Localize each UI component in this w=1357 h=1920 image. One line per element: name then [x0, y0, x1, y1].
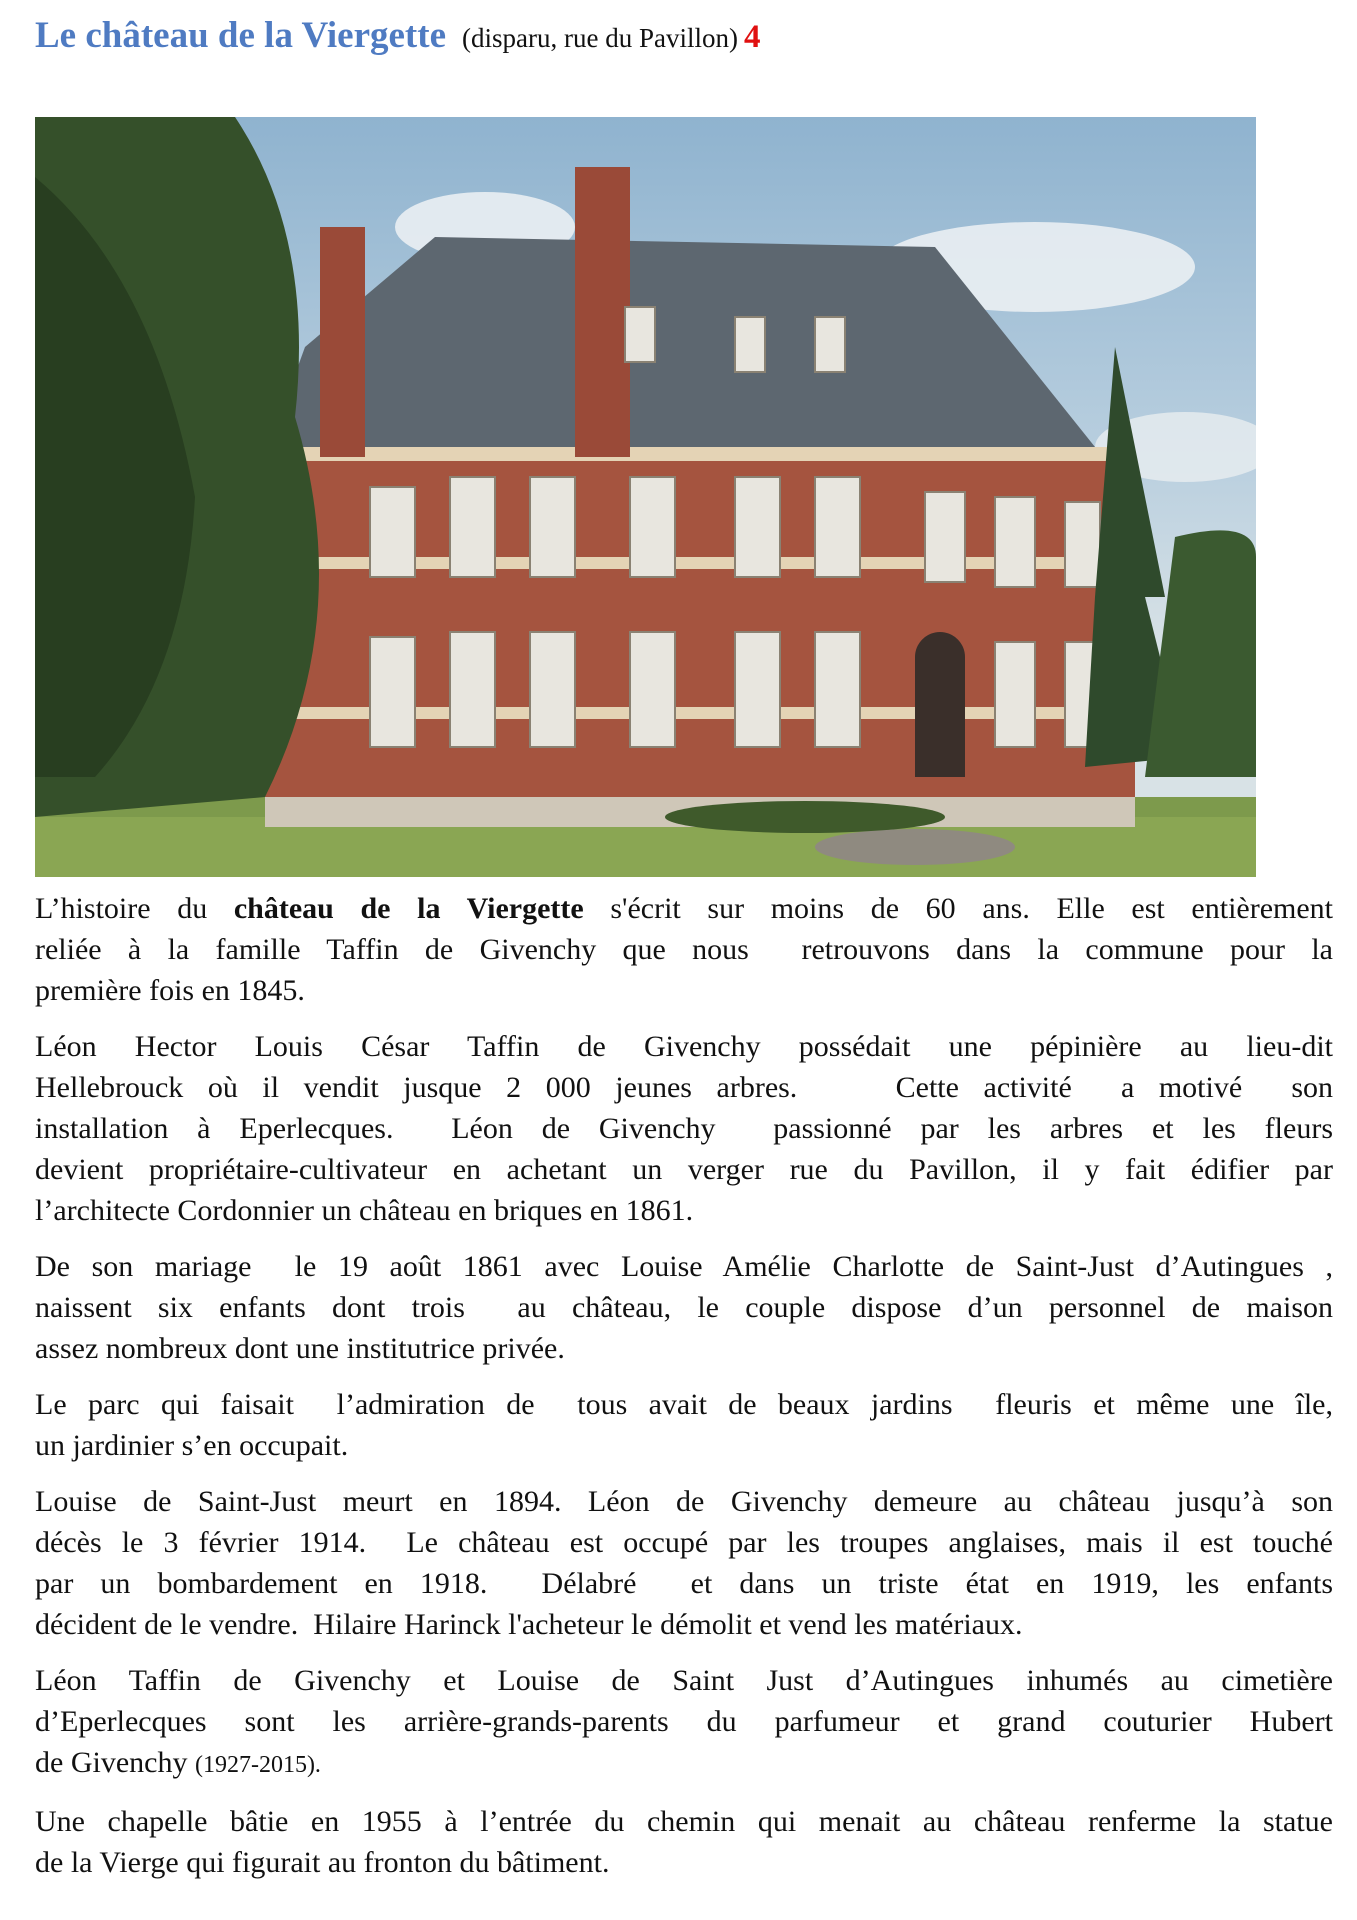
- chateau-illustration: [35, 117, 1256, 877]
- text-line: [35, 970, 1333, 1011]
- text-line: [35, 1246, 1333, 1287]
- chateau-photo: [35, 117, 1256, 877]
- text-span: un jardinier s’en occupait.: [35, 1429, 349, 1462]
- text-span: reliée à la famille Taffin de Givenchy que nous retrouvons dans la commune pour la: [35, 933, 1333, 966]
- text-line: [35, 1287, 1333, 1328]
- paragraph: [35, 1801, 1333, 1883]
- title-subtitle: (disparu, rue du Pavillon): [462, 23, 738, 53]
- paragraph: [35, 1026, 1333, 1231]
- paragraph: [35, 1384, 1333, 1466]
- paragraph: [35, 1246, 1333, 1369]
- text-line: [35, 929, 1333, 970]
- paragraph: [35, 888, 1333, 1011]
- text-span: Louise de Saint-Just meurt en 1894. Léon de Givenchy demeure au château jusqu’à son: [35, 1485, 1333, 1518]
- text-span: Une chapelle bâtie en 1955 à l’entrée du chemin qui menait au château renferme la statue: [35, 1805, 1333, 1838]
- text-span: L’histoire du: [35, 892, 234, 925]
- text-line: [35, 1481, 1333, 1522]
- text-line: [35, 888, 1333, 929]
- text-line: [35, 1742, 1333, 1786]
- text-line: [35, 1067, 1333, 1108]
- text-span: Léon Hector Louis César Taffin de Givenchy possédait une pépinière au lieu-dit: [35, 1030, 1333, 1063]
- text-span: Léon Taffin de Givenchy et Louise de Saint Just d’Autingues inhumés au cimetière: [35, 1664, 1333, 1697]
- text-span: De son mariage le 19 août 1861 avec Louise Amélie Charlotte de Saint-Just d’Autingues ,: [35, 1250, 1333, 1283]
- text-line: [35, 1701, 1333, 1742]
- text-span: de Givenchy: [35, 1746, 195, 1779]
- text-span: assez nombreux dont une institutrice privée.: [35, 1332, 565, 1365]
- date-range: (1927-2015).: [194, 1752, 321, 1778]
- text-line: [35, 1425, 1333, 1466]
- text-line: [35, 1522, 1333, 1563]
- text-span: d’Eperlecques sont les arrière-grands-parents du parfumeur et grand couturier Hubert: [35, 1705, 1333, 1738]
- text-span: naissent six enfants dont trois au château, le couple dispose d’un personnel de maison: [35, 1291, 1333, 1324]
- text-line: [35, 1604, 1333, 1645]
- text-line: [35, 1149, 1333, 1190]
- paragraph: [35, 1660, 1333, 1786]
- text-span: décident de le vendre. Hilaire Harinck l'acheteur le démolit et vend les matériaux.: [35, 1608, 1023, 1641]
- title-main: Le château de la Viergette: [35, 15, 446, 56]
- page-title: [35, 14, 760, 57]
- text-line: [35, 1563, 1333, 1604]
- page-number: 4: [743, 19, 761, 55]
- text-span: Hellebrouck où il vendit jusque 2 000 jeunes arbres. Cette activité a motivé son: [35, 1071, 1333, 1104]
- text-line: [35, 1108, 1333, 1149]
- text-span: devient propriétaire-cultivateur en achetant un verger rue du Pavillon, il y fait édifier par: [35, 1153, 1333, 1186]
- text-line: [35, 1801, 1333, 1842]
- article-body: [35, 888, 1333, 1898]
- text-span: installation à Eperlecques. Léon de Givenchy passionné par les arbres et les fleurs: [35, 1112, 1333, 1145]
- text-span: première fois en 1845.: [35, 974, 305, 1007]
- text-span: s'écrit sur moins de 60 ans. Elle est entièrement: [583, 892, 1334, 925]
- text-span: Le parc qui faisait l’admiration de tous avait de beaux jardins fleuris et même une île,: [35, 1388, 1333, 1421]
- text-span: décès le 3 février 1914. Le château est occupé par les troupes anglaises, mais il est touché: [35, 1526, 1333, 1559]
- text-span: par un bombardement en 1918. Délabré et dans un triste état en 1919, les enfants: [35, 1567, 1333, 1600]
- text-line: [35, 1190, 1333, 1231]
- text-line: [35, 1842, 1333, 1883]
- paragraph: [35, 1481, 1333, 1645]
- text-line: [35, 1384, 1333, 1425]
- text-line: [35, 1026, 1333, 1067]
- text-line: [35, 1660, 1333, 1701]
- text-span: de la Vierge qui figurait au fronton du bâtiment.: [35, 1846, 610, 1879]
- text-span: l’architecte Cordonnier un château en briques en 1861.: [35, 1194, 694, 1227]
- bold-phrase: château de la Viergette: [233, 892, 584, 925]
- text-line: [35, 1328, 1333, 1369]
